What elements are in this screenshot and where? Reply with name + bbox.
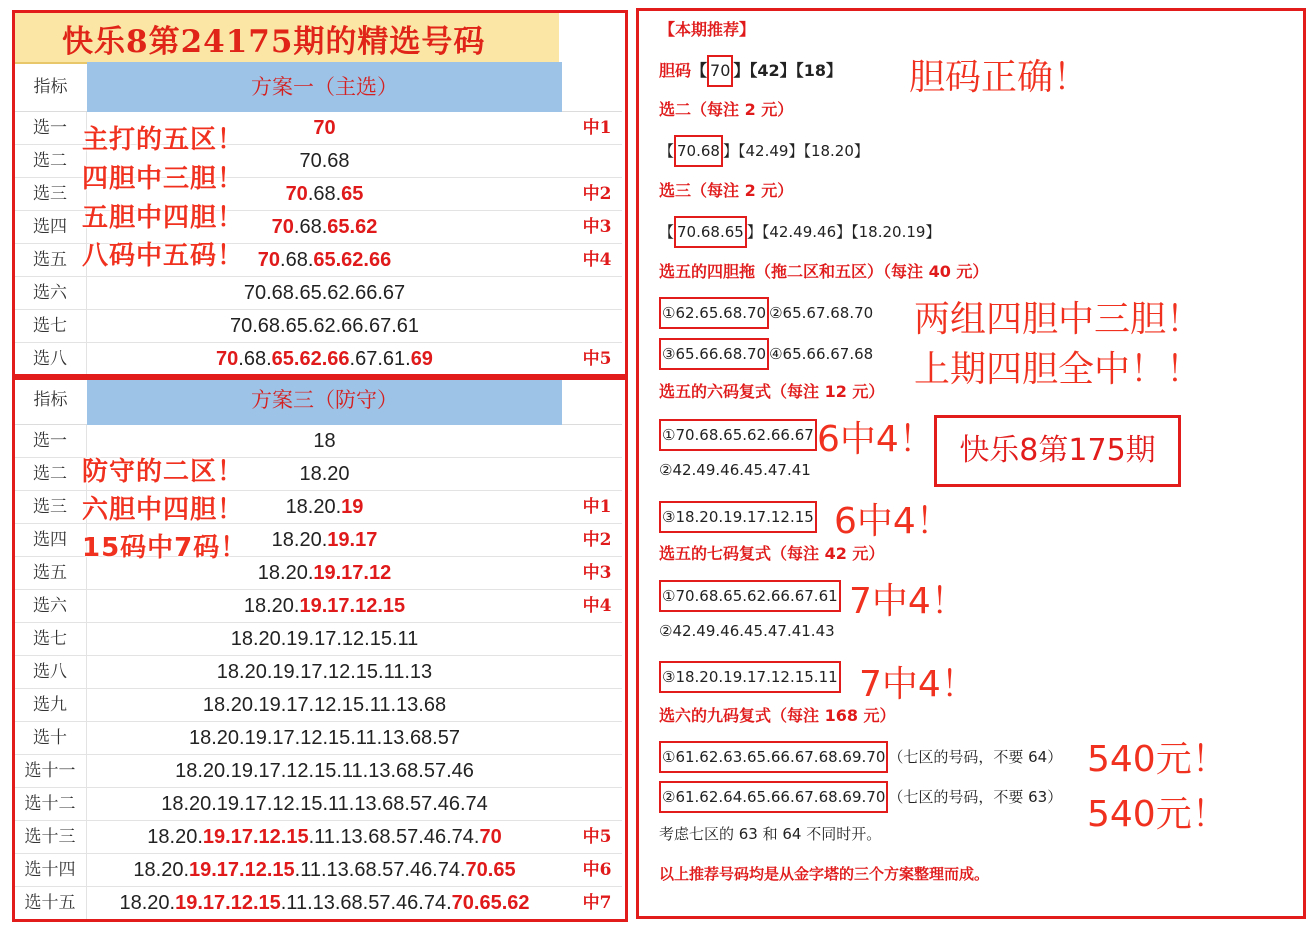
dan-value-3: 18 (803, 61, 826, 80)
seven-line-3-value: ③18.20.19.17.12.15.11 (659, 661, 841, 693)
plan3-row-hit (562, 689, 632, 722)
seven-line-3 (659, 661, 841, 693)
hit-number: 70 (313, 117, 336, 139)
plan1-row-label: 选四 (14, 211, 87, 244)
plan3-row-label: 选十四 (14, 854, 87, 887)
pick2-group-2: 42.49 (745, 142, 789, 160)
plan1-row-hit (562, 277, 632, 310)
recommend-heading: 【本期推荐】 (659, 20, 756, 39)
pick3-line: 【 70.68.65 】【42.49.46】【18.20.19】 (659, 216, 940, 248)
hit-number: 19.17.12.15 (189, 859, 295, 881)
plan1-row-numbers (87, 310, 562, 343)
plan3-row (14, 590, 622, 623)
plan3-row-hit: 中5 (582, 827, 612, 847)
plan3-row-hit (562, 425, 632, 458)
number: 18.20.19.17.12.15.11.13.68.57.46.74 (161, 793, 488, 815)
pick3-group-1: 70.68.65 (674, 216, 747, 248)
plan3-row (14, 854, 622, 887)
plan1-caption-3: 五胆中四胆！ (82, 203, 245, 233)
number: 18.20.19.17.12.15.11.13.68.57 (189, 727, 460, 749)
number: .68. (293, 216, 328, 238)
hit-number: 70 (216, 348, 239, 370)
number: .67.61. (349, 348, 411, 370)
hit-number: 70 (271, 216, 294, 238)
hit-number: 70 (257, 249, 281, 271)
title-banner (14, 12, 559, 64)
plan3-row-label: 选九 (14, 689, 87, 722)
drag-line-2-a: ③65.66.68.70 (659, 338, 769, 370)
plan3-row-numbers (87, 854, 562, 887)
dan-comment: 胆码正确！ (909, 57, 1090, 98)
plan1-row (14, 310, 622, 343)
plan3-row-label: 选十三 (14, 821, 87, 854)
number: 18.20. (119, 892, 176, 914)
six-comment-1: 6中4！ (817, 419, 935, 460)
drag-comment-1: 两组四胆中三胆！ (914, 299, 1203, 340)
plan1-row-label: 选七 (14, 310, 87, 343)
number: 18.20. (133, 859, 189, 881)
drag-line-2 (659, 338, 873, 370)
hit-number: 65.62.66 (271, 348, 350, 370)
plan1-row-label: 选八 (14, 343, 87, 376)
hit-number: 19.17.12.15 (202, 826, 309, 848)
hit-number: 70 (479, 826, 502, 848)
pick6-nine-heading: 选六的九码复式（每注 168 元） (659, 706, 896, 725)
plan1-header-label: 指标 (33, 77, 68, 97)
pick3-heading: 选三（每注 2 元） (659, 181, 794, 200)
pick5-six-heading: 选五的六码复式（每注 12 元） (659, 382, 885, 401)
plan3-row (14, 788, 622, 821)
hit-number: 70.65.62 (451, 892, 530, 914)
number: .68. (280, 249, 314, 271)
hit-number: 70 (285, 183, 308, 205)
plan1-row (14, 343, 622, 376)
nine-line-1 (659, 741, 1062, 773)
plan3-row-hit (562, 755, 632, 788)
number: .11.13.68.57.46.74. (280, 892, 452, 914)
plan3-row (14, 887, 622, 920)
plan1-row-hit: 中1 (582, 118, 612, 138)
plan3-header: 方案三（防守） (87, 375, 562, 425)
hit-number: 19.17 (327, 529, 378, 551)
left-panel (10, 8, 629, 919)
footer-note: 以上推荐号码均是从金字塔的三个方案整理而成。 (659, 865, 990, 883)
plan1-row-label: 选一 (14, 112, 87, 145)
plan1-row-hit: 中3 (582, 217, 612, 237)
plan1-row-label: 选六 (14, 277, 87, 310)
drag-line-2-b: ④65.66.67.68 (769, 345, 874, 363)
plan3-row (14, 722, 622, 755)
pick3-group-2: 42.49.46 (769, 223, 837, 241)
dan-line: 胆码【 70 】【42】【18】 (659, 55, 842, 87)
nine-comment-1: 540元！ (1087, 739, 1228, 780)
number: 18.20.19.17.12.15.11.13.68 (202, 694, 447, 716)
plan3-row-hit: 中7 (582, 893, 612, 913)
plan3-row-label: 选六 (14, 590, 87, 623)
hit-number: 65.62 (327, 216, 378, 238)
plan1-caption-2: 四胆中三胆！ (82, 164, 245, 194)
plan3-row-hit (562, 656, 632, 689)
pick5-drag-heading: 选五的四胆拖（拖二区和五区）（每注 40 元） (659, 262, 989, 281)
pick2-group-1: 70.68 (674, 135, 723, 167)
nine-line-2-nums: ②61.62.64.65.66.67.68.69.70 (659, 781, 888, 813)
number: 70.68 (299, 150, 350, 172)
plan1-row-numbers (87, 277, 562, 310)
right-panel (636, 8, 1306, 919)
plan3-row-hit (562, 722, 632, 755)
hit-number: 65 (341, 183, 364, 205)
drag-line-1-a: ①62.65.68.70 (659, 297, 769, 329)
number: 18.20 (299, 463, 350, 485)
number: .68. (307, 183, 342, 205)
plan1-caption-1: 主打的五区！ (82, 125, 245, 155)
plan3-row-numbers (87, 590, 562, 623)
seven-comment-1: 7中4！ (849, 581, 967, 622)
pick5-seven-heading: 选五的七码复式（每注 42 元） (659, 544, 885, 563)
plan1-row-label: 选二 (14, 145, 87, 178)
plan3-row-numbers (87, 623, 562, 656)
number: 18.20.19.17.12.15.11.13 (216, 661, 433, 683)
plan3-row-hit: 中3 (582, 563, 612, 583)
page-title: 快乐8第24175期的精选号码 (62, 24, 486, 60)
plan3-row-hit (562, 458, 632, 491)
plan1-row-label: 选三 (14, 178, 87, 211)
plan3-caption-2: 六胆中四胆！ (82, 495, 245, 525)
plan1-row-hit (562, 310, 632, 343)
hit-number: 70.65 (465, 859, 516, 881)
six-line-1-value: ①70.68.65.62.66.67 (659, 419, 817, 451)
plan1-caption-4: 八码中五码！ (82, 241, 245, 271)
plan3-row-numbers (87, 656, 562, 689)
plan3-row-hit: 中4 (582, 596, 612, 616)
six-line-3 (659, 501, 817, 533)
plan3-row-numbers (87, 788, 562, 821)
dan-value-1: 70 (707, 55, 733, 87)
plan3-row-label: 选三 (14, 491, 87, 524)
plan3-row-numbers (87, 887, 562, 920)
plan1-header: 方案一（主选） (87, 62, 562, 112)
plan3-row-numbers (87, 722, 562, 755)
nine-line-1-nums: ①61.62.63.65.66.67.68.69.70 (659, 741, 888, 773)
seven-line-1-value: ①70.68.65.62.66.67.61 (659, 580, 841, 612)
pick2-heading: 选二（每注 2 元） (659, 100, 794, 119)
plan1-row-hit (562, 145, 632, 178)
number: 18.20. (257, 562, 314, 584)
number: 18.20.19.17.12.15.11.13.68.57.46 (175, 760, 474, 782)
number: 18.20. (285, 496, 342, 518)
number: 18.20. (243, 595, 300, 617)
plan1-row-hit: 中4 (582, 250, 612, 270)
dan-value-2: 42 (757, 61, 780, 80)
hit-number: 19.17.12.15 (175, 892, 281, 914)
plan1-row (14, 277, 622, 310)
number: 18.20. (271, 529, 328, 551)
number: .11.13.68.57.46.74. (294, 859, 466, 881)
seven-comment-3: 7中4！ (859, 664, 977, 705)
six-line-3-value: ③18.20.19.17.12.15 (659, 501, 817, 533)
number: .11.13.68.57.46.74. (308, 826, 480, 848)
nine-line-2 (659, 781, 1062, 813)
plan3-row-label: 选二 (14, 458, 87, 491)
number: 70.68.65.62.66.67.61 (229, 315, 420, 337)
plan3-row (14, 623, 622, 656)
plan3-row-label: 选七 (14, 623, 87, 656)
plan3-row-label: 选十 (14, 722, 87, 755)
plan1-row-label: 选五 (14, 244, 87, 277)
plan3-row-numbers (87, 755, 562, 788)
drag-line-1 (659, 297, 873, 329)
nine-line-1-note: （七区的号码，不要 64） (888, 748, 1063, 766)
consider-note: 考虑七区的 63 和 64 不同时开。 (659, 825, 882, 843)
seven-line-2: ②42.49.46.45.47.41.43 (659, 622, 835, 640)
plan3-row-label: 选十二 (14, 788, 87, 821)
number: 70.68.65.62.66.67 (243, 282, 406, 304)
plan1-row-numbers (87, 343, 562, 376)
number: 18.20.19.17.12.15.11 (230, 628, 419, 650)
plan1-row-hit: 中5 (582, 349, 612, 369)
period-label-box: 快乐8第175期 (934, 415, 1181, 487)
number: 18.20. (147, 826, 203, 848)
plan3-row-label: 选八 (14, 656, 87, 689)
plan3-row-hit (562, 788, 632, 821)
number: .68. (238, 348, 272, 370)
nine-line-2-note: （七区的号码，不要 63） (888, 788, 1063, 806)
plan3-row-hit: 中6 (582, 860, 612, 880)
plan3-row-hit: 中2 (582, 530, 612, 550)
plan3-row-numbers (87, 689, 562, 722)
plan3-row-label: 选十五 (14, 887, 87, 920)
plan3-row (14, 656, 622, 689)
six-line-2: ②42.49.46.45.47.41 (659, 461, 811, 479)
nine-comment-2: 540元！ (1087, 794, 1228, 835)
plan3-row-label: 选四 (14, 524, 87, 557)
table-divider (12, 375, 564, 379)
plan3-header-row (14, 375, 622, 425)
plan3-caption-3: 15码中7码！ (82, 533, 248, 563)
plan3-caption-1: 防守的二区！ (82, 457, 245, 487)
plan3-row-hit: 中1 (582, 497, 612, 517)
hit-number: 19.17.12 (313, 562, 392, 584)
drag-line-1-b: ②65.67.68.70 (769, 304, 874, 322)
pick3-group-3: 18.20.19 (858, 223, 926, 241)
plan3-row-hit (562, 623, 632, 656)
drag-comment-2: 上期四胆全中！！ (914, 349, 1203, 390)
pick2-line: 【 70.68 】【42.49】【18.20】 (659, 135, 869, 167)
hit-number: 19.17.12.15 (299, 595, 406, 617)
plan1-row-hit: 中2 (582, 184, 612, 204)
hit-number: 69 (410, 348, 433, 370)
plan3-row (14, 689, 622, 722)
plan3-row (14, 755, 622, 788)
six-line-1 (659, 419, 817, 451)
number: 18 (313, 430, 336, 452)
plan3-row-label: 选五 (14, 557, 87, 590)
pick2-group-3: 18.20 (810, 142, 854, 160)
dan-label: 胆码 (659, 61, 692, 80)
six-comment-3: 6中4！ (834, 501, 952, 542)
plan3-row-label: 选一 (14, 425, 87, 458)
plan3-row-label: 选十一 (14, 755, 87, 788)
plan3-row (14, 821, 622, 854)
plan3-row-numbers (87, 821, 562, 854)
hit-number: 65.62.66 (313, 249, 392, 271)
hit-number: 19 (341, 496, 364, 518)
seven-line-1 (659, 580, 841, 612)
plan1-header-row (14, 62, 622, 112)
plan3-header-label: 指标 (33, 390, 68, 410)
